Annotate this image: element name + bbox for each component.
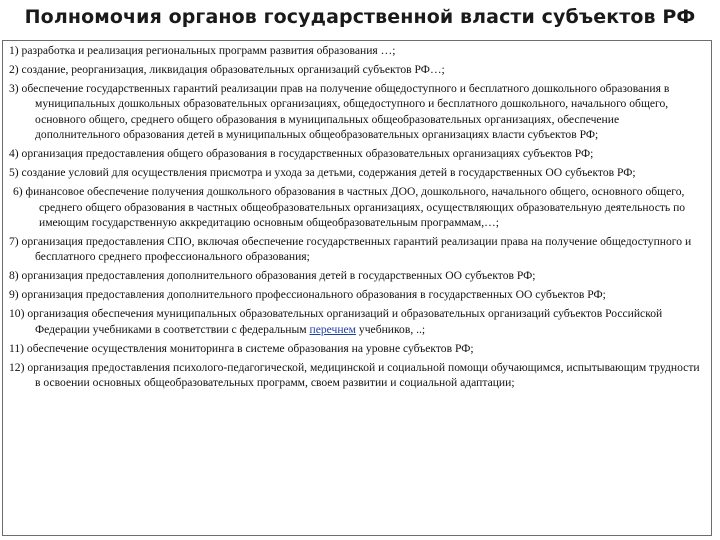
list-item-11: 11) обеспечение осуществления мониторинга в системе образования на уровне субъектов РФ; (9, 341, 474, 355)
list-item-12: 12) организация предоставления психолого-педагогической, медицинской и социальной помощи обучающимся, испытывающим трудности в освоении основных общеобразовательных программ, своем развитии и социальной адаптации; (9, 360, 700, 390)
list-item-6: 6) финансовое обеспечение получения дошкольного образования в частных ДОО, дошкольного, начального общего, основного общего, среднего общего образования в частных общеобразовательных организациях, осуществляющих образовательную деятельность по имеющим государственную аккредитацию основным общеобразовательным программам,…; (13, 185, 686, 230)
list-item-9: 9) организация предоставления дополнительного профессионального образования в государственных ОО субъектов РФ; (9, 288, 606, 302)
list-item-10-text-after: учебников, ..; (356, 322, 426, 336)
list-item-3: 3) обеспечение государственных гарантий реализации прав на получение общедоступного и бесплатного дошкольного образования в муниципальных дошкольных образовательных организациях, общедоступного и бесплатного дошкольного, начального общего, основного общего, среднего общего образования в муниципальных общеобразовательных организациях, обеспечение дополнительного образования детей в муниципальных общеобразовательных организациях власти субъектов РФ; (9, 82, 670, 142)
textbook-list-link[interactable]: перечнем (309, 322, 357, 336)
list-item-4: 4) организация предоставления общего образования в государственных образовательных организациях субъектов РФ; (9, 147, 594, 161)
slide-title: Полномочия органов государственной власти субъектов РФ (24, 6, 696, 28)
list-item-5: 5) создание условий для осуществления присмотра и ухода за детьми, содержания детей в государственных ОО субъектов РФ; (9, 166, 636, 180)
list-item-8: 8) организация предоставления дополнительного образования детей в государственных ОО субъектов РФ; (9, 269, 536, 283)
list-item-1: 1) разработка и реализация региональных программ развития образования …; (9, 44, 396, 57)
powers-list-box (2, 40, 712, 536)
list-item-7: 7) организация предоставления СПО, включая обеспечение государственных гарантий реализации права на получение общедоступного и бесплатного среднего профессионального образования; (9, 235, 692, 264)
list-item-10 (9, 306, 705, 337)
list-item-2: 2) создание, реорганизация, ликвидация образовательных организаций субъектов РФ…; (9, 63, 445, 76)
list-item-10-text-before: 10) организация обеспечения муниципальных образовательных организаций и образовательных организаций субъектов Российской Федерации учебниками в соответствии с федеральным (9, 307, 663, 336)
